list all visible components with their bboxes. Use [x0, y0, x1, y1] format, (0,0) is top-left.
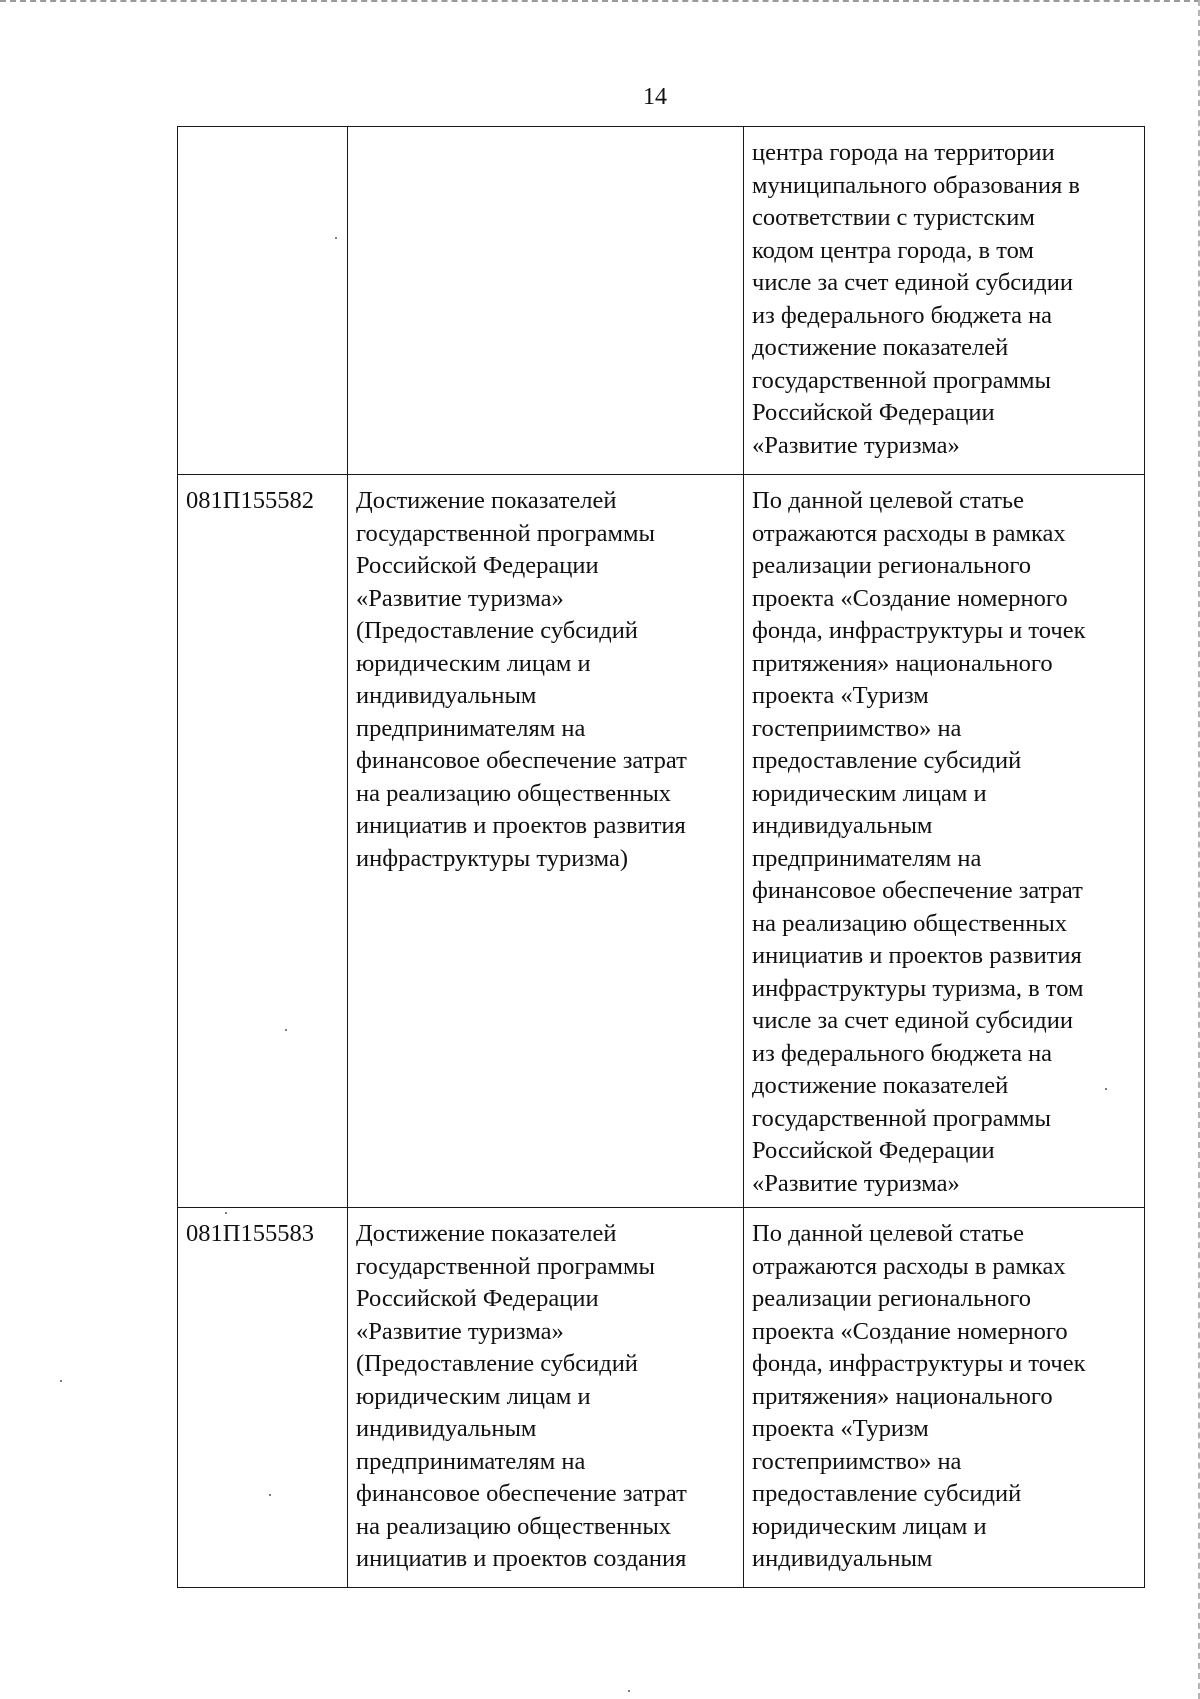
budget-classification-table — [177, 126, 1145, 1588]
text-line: центра города на территории — [752, 139, 1055, 166]
text-line: финансовое обеспечение затрат — [356, 1480, 687, 1507]
table-row — [178, 475, 1145, 1208]
name-cell — [348, 1208, 744, 1588]
code-cell: 081П155582 — [178, 475, 348, 1208]
text-line: «Развитие туризма» — [356, 1317, 564, 1345]
text-line: Достижение показателей — [356, 487, 617, 514]
text-line: достижение показателей — [752, 1072, 1009, 1099]
text-line: предпринимателям на — [752, 844, 982, 872]
text-line: инициатив и проектов создания — [356, 1545, 687, 1572]
text-line: притяжения» национального — [752, 649, 1053, 677]
description-cell — [744, 475, 1145, 1208]
text-line: индивидуальным — [752, 1545, 933, 1572]
text-line: гостеприимство» на — [752, 1447, 962, 1475]
text-line: достижение показателей — [752, 334, 1009, 361]
text-line: соответствии с туристским — [752, 204, 1035, 231]
text-line: предоставление субсидий — [752, 747, 1022, 774]
text-line: Российской Федерации — [356, 552, 599, 579]
text-line: числе за счет единой субсидии — [752, 1007, 1073, 1034]
text-line: инфраструктуры туризма, в том — [752, 974, 1084, 1002]
text-line: «Развитие туризма» — [752, 1169, 960, 1197]
text-line: индивидуальным — [356, 1415, 537, 1442]
scan-speck — [269, 1494, 271, 1496]
text-line: реализации регионального — [752, 552, 1032, 579]
text-line: на реализацию общественных — [752, 909, 1068, 937]
text-line: По данной целевой статье — [752, 487, 1024, 514]
text-line: проекта «Создание номерного — [752, 1317, 1068, 1345]
text-line: реализации регионального — [752, 1285, 1032, 1312]
text-line: Российской Федерации — [356, 1285, 599, 1312]
description-lines — [752, 137, 1138, 462]
text-line: предпринимателям на — [356, 1447, 586, 1475]
text-line: притяжения» национального — [752, 1382, 1053, 1410]
text-line: числе за счет единой субсидии — [752, 269, 1073, 296]
scan-speck — [1105, 1088, 1107, 1090]
text-line: По данной целевой статье — [752, 1220, 1024, 1247]
text-line: финансовое обеспечение затрат — [752, 877, 1083, 904]
scan-speck — [335, 237, 337, 239]
scan-speck — [225, 1212, 227, 1214]
text-line: государственной программы — [752, 1104, 1051, 1132]
text-line: кодом центра города, в том — [752, 236, 1034, 264]
page-number: 14 — [643, 84, 667, 110]
description-lines — [752, 1218, 1138, 1576]
text-line: юридическим лицам и — [356, 649, 591, 677]
text-line: проекта «Туризм — [752, 1415, 929, 1442]
text-line: на реализацию общественных — [356, 779, 672, 807]
text-line: из федерального бюджета на — [752, 301, 1053, 329]
text-line: финансовое обеспечение затрат — [356, 747, 687, 774]
code-cell: 081П155583 — [178, 1208, 348, 1588]
table-row — [178, 127, 1145, 475]
text-line: «Развитие туризма» — [356, 584, 564, 612]
text-line: фонда, инфраструктуры и точек — [752, 617, 1086, 644]
scan-edge-top — [0, 0, 1200, 2]
code-cell — [178, 127, 348, 475]
text-line: предоставление субсидий — [752, 1480, 1022, 1507]
text-line: инфраструктуры туризма) — [356, 844, 629, 872]
text-line: индивидуальным — [356, 682, 537, 709]
text-line: юридическим лицам и — [752, 1512, 987, 1540]
text-line: гостеприимство» на — [752, 714, 962, 742]
text-line: индивидуальным — [752, 812, 933, 839]
text-line: Достижение показателей — [356, 1220, 617, 1247]
text-line: инициатив и проектов развития — [752, 942, 1082, 969]
text-line: «Развитие туризма» — [752, 431, 960, 459]
text-line: (Предоставление субсидий — [356, 617, 638, 644]
name-lines — [356, 1218, 737, 1576]
name-cell — [348, 127, 744, 475]
text-line: юридическим лицам и — [752, 779, 987, 807]
text-line: Российской Федерации — [752, 1137, 995, 1164]
text-line: на реализацию общественных — [356, 1512, 672, 1540]
table-row — [178, 1208, 1145, 1588]
text-line: Российской Федерации — [752, 399, 995, 426]
text-line: из федерального бюджета на — [752, 1039, 1053, 1067]
text-line: государственной программы — [356, 519, 655, 547]
description-cell — [744, 127, 1145, 475]
text-line: предпринимателям на — [356, 714, 586, 742]
name-lines — [356, 485, 737, 875]
text-line: юридическим лицам и — [356, 1382, 591, 1410]
text-line: государственной программы — [356, 1252, 655, 1280]
text-line: проекта «Создание номерного — [752, 584, 1068, 612]
text-line: отражаются расходы в рамках — [752, 519, 1066, 547]
text-line: муниципального образования в — [752, 171, 1080, 199]
text-line: государственной программы — [752, 366, 1051, 394]
text-line: отражаются расходы в рамках — [752, 1252, 1066, 1280]
scan-speck — [628, 1690, 630, 1692]
description-lines — [752, 485, 1138, 1200]
name-cell — [348, 475, 744, 1208]
text-line: инициатив и проектов развития — [356, 812, 686, 839]
text-line: фонда, инфраструктуры и точек — [752, 1350, 1086, 1377]
description-cell — [744, 1208, 1145, 1588]
text-line: (Предоставление субсидий — [356, 1350, 638, 1377]
text-line: проекта «Туризм — [752, 682, 929, 709]
scan-speck — [285, 1029, 287, 1031]
scan-speck — [60, 1380, 62, 1382]
